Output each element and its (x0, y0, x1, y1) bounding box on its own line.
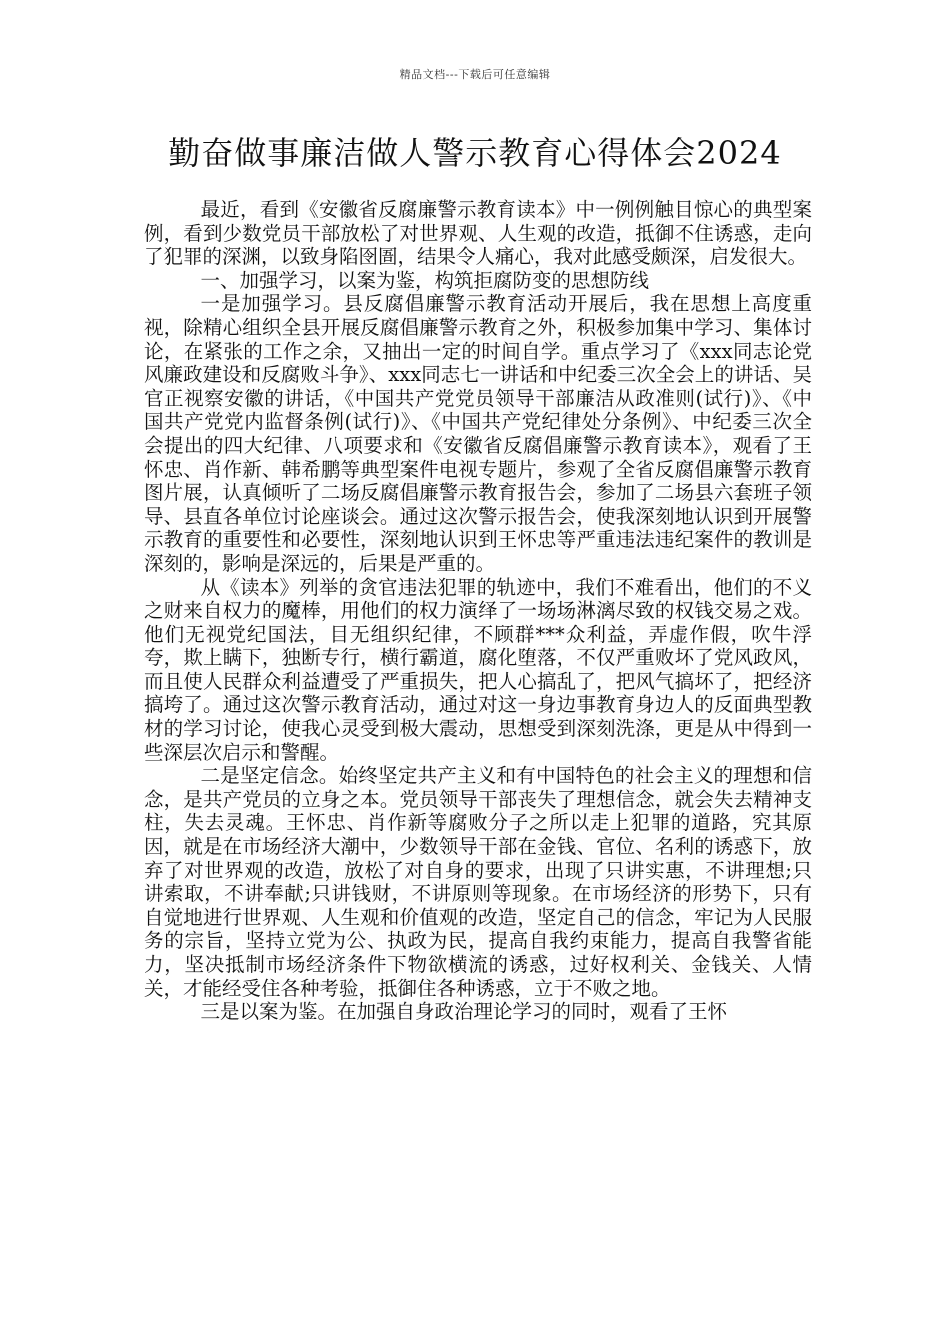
header-note: 精品文档---下载后可任意编辑 (399, 68, 551, 81)
document-body (144, 198, 812, 1024)
section-heading-1: 一、加强学习，以案为鉴，构筑拒腐防变的思想防线 (200, 268, 650, 292)
paragraph-firm-belief: 二是坚定信念。始终坚定共产主义和有中国特色的社会主义的理想和信念，是共产党员的立身之本。党员领导干部丧失了理想信念，就会失去精神支柱，失去灵魂。王怀忠、肖作新等腐败分子之所以走上犯罪的道路，究其原因，就是在市场经济大潮中，少数领导干部在金钱、官位、名利的诱惑下，放弃了对世界观的改造，放松了对自身的要求，出现了只讲实惠，不讲理想;只讲索取，不讲奉献;只讲钱财，不讲原则等现象。在市场经济的形势下，只有自觉地进行世界观、人生观和价值观的改造，坚定自己的信念，牢记为人民服务的宗旨，坚持立党为公、执政为民，提高自我约束能力，提高自我警省能力，坚决抵制市场经济条件下物欲横流的诱惑，过好权利关、金钱关、人情关，才能经受住各种考验，抵御住各种诱惑，立于不败之地。 (144, 764, 812, 1000)
paragraph-study: 一是加强学习。县反腐倡廉警示教育活动开展后，我在思想上高度重视，除精心组织全县开展反腐倡廉警示教育之外，积极参加集中学习、集体讨论，在紧张的工作之余，又抽出一定的时间自学。重点学习了《xxx同志论党风廉政建设和反腐败斗争》、xxx同志七一讲话和中纪委三次全会上的讲话、吴官正视察安徽的讲话，《中国共产党党员领导干部廉洁从政准则(试行)》、《中国共产党党内监督条例(试行)》、《中国共产党纪律处分条例》、中纪委三次全会提出的四大纪律、八项要求和《安徽省反腐倡廉警示教育读本》，观看了王怀忠、肖作新、韩希鹏等典型案件电视专题片，参观了全省反腐倡廉警示教育图片展，认真倾听了二场反腐倡廉警示教育报告会，参加了二场县六套班子领导、县直各单位讨论座谈会。通过这次警示报告会，使我深刻地认识到开展警示教育的重要性和必要性，深刻地认识到王怀忠等严重违法违纪案件的教训是深刻的，影响是深远的，后果是严重的。 (144, 292, 812, 575)
paragraph-intro: 最近，看到《安徽省反腐廉警示教育读本》中一例例触目惊心的典型案例，看到少数党员干部放松了对世界观、人生观的改造，抵御不住诱惑，走向了犯罪的深渊，以致身陷囹圄，结果令人痛心，我对此感受颇深，启发很大。 (144, 198, 812, 269)
paragraph-case-lessons: 三是以案为鉴。在加强自身政治理论学习的同时，观看了王怀 (200, 1000, 728, 1024)
paragraph-reader-cases: 从《读本》列举的贪官违法犯罪的轨迹中，我们不难看出，他们的不义之财来自权力的魔棒，用他们的权力演绎了一场场淋漓尽致的权钱交易之戏。他们无视党纪国法，目无组织纪律，不顾群***众利益，弄虚作假，吹牛浮夸，欺上瞒下，独断专行，横行霸道，腐化堕落，不仅严重败坏了党风政风，而且使人民群众利益遭受了严重损失，把人心搞乱了，把风气搞坏了，把经济搞垮了。通过这次警示教育活动，通过对这一身边事教育身边人的反面典型教材的学习讨论，使我心灵受到极大震动，思想受到深刻洗涤，更是从中得到一些深层次启示和警醒。 (144, 575, 812, 764)
document-title: 勤奋做事廉洁做人警示教育心得体会2024 (168, 134, 782, 172)
